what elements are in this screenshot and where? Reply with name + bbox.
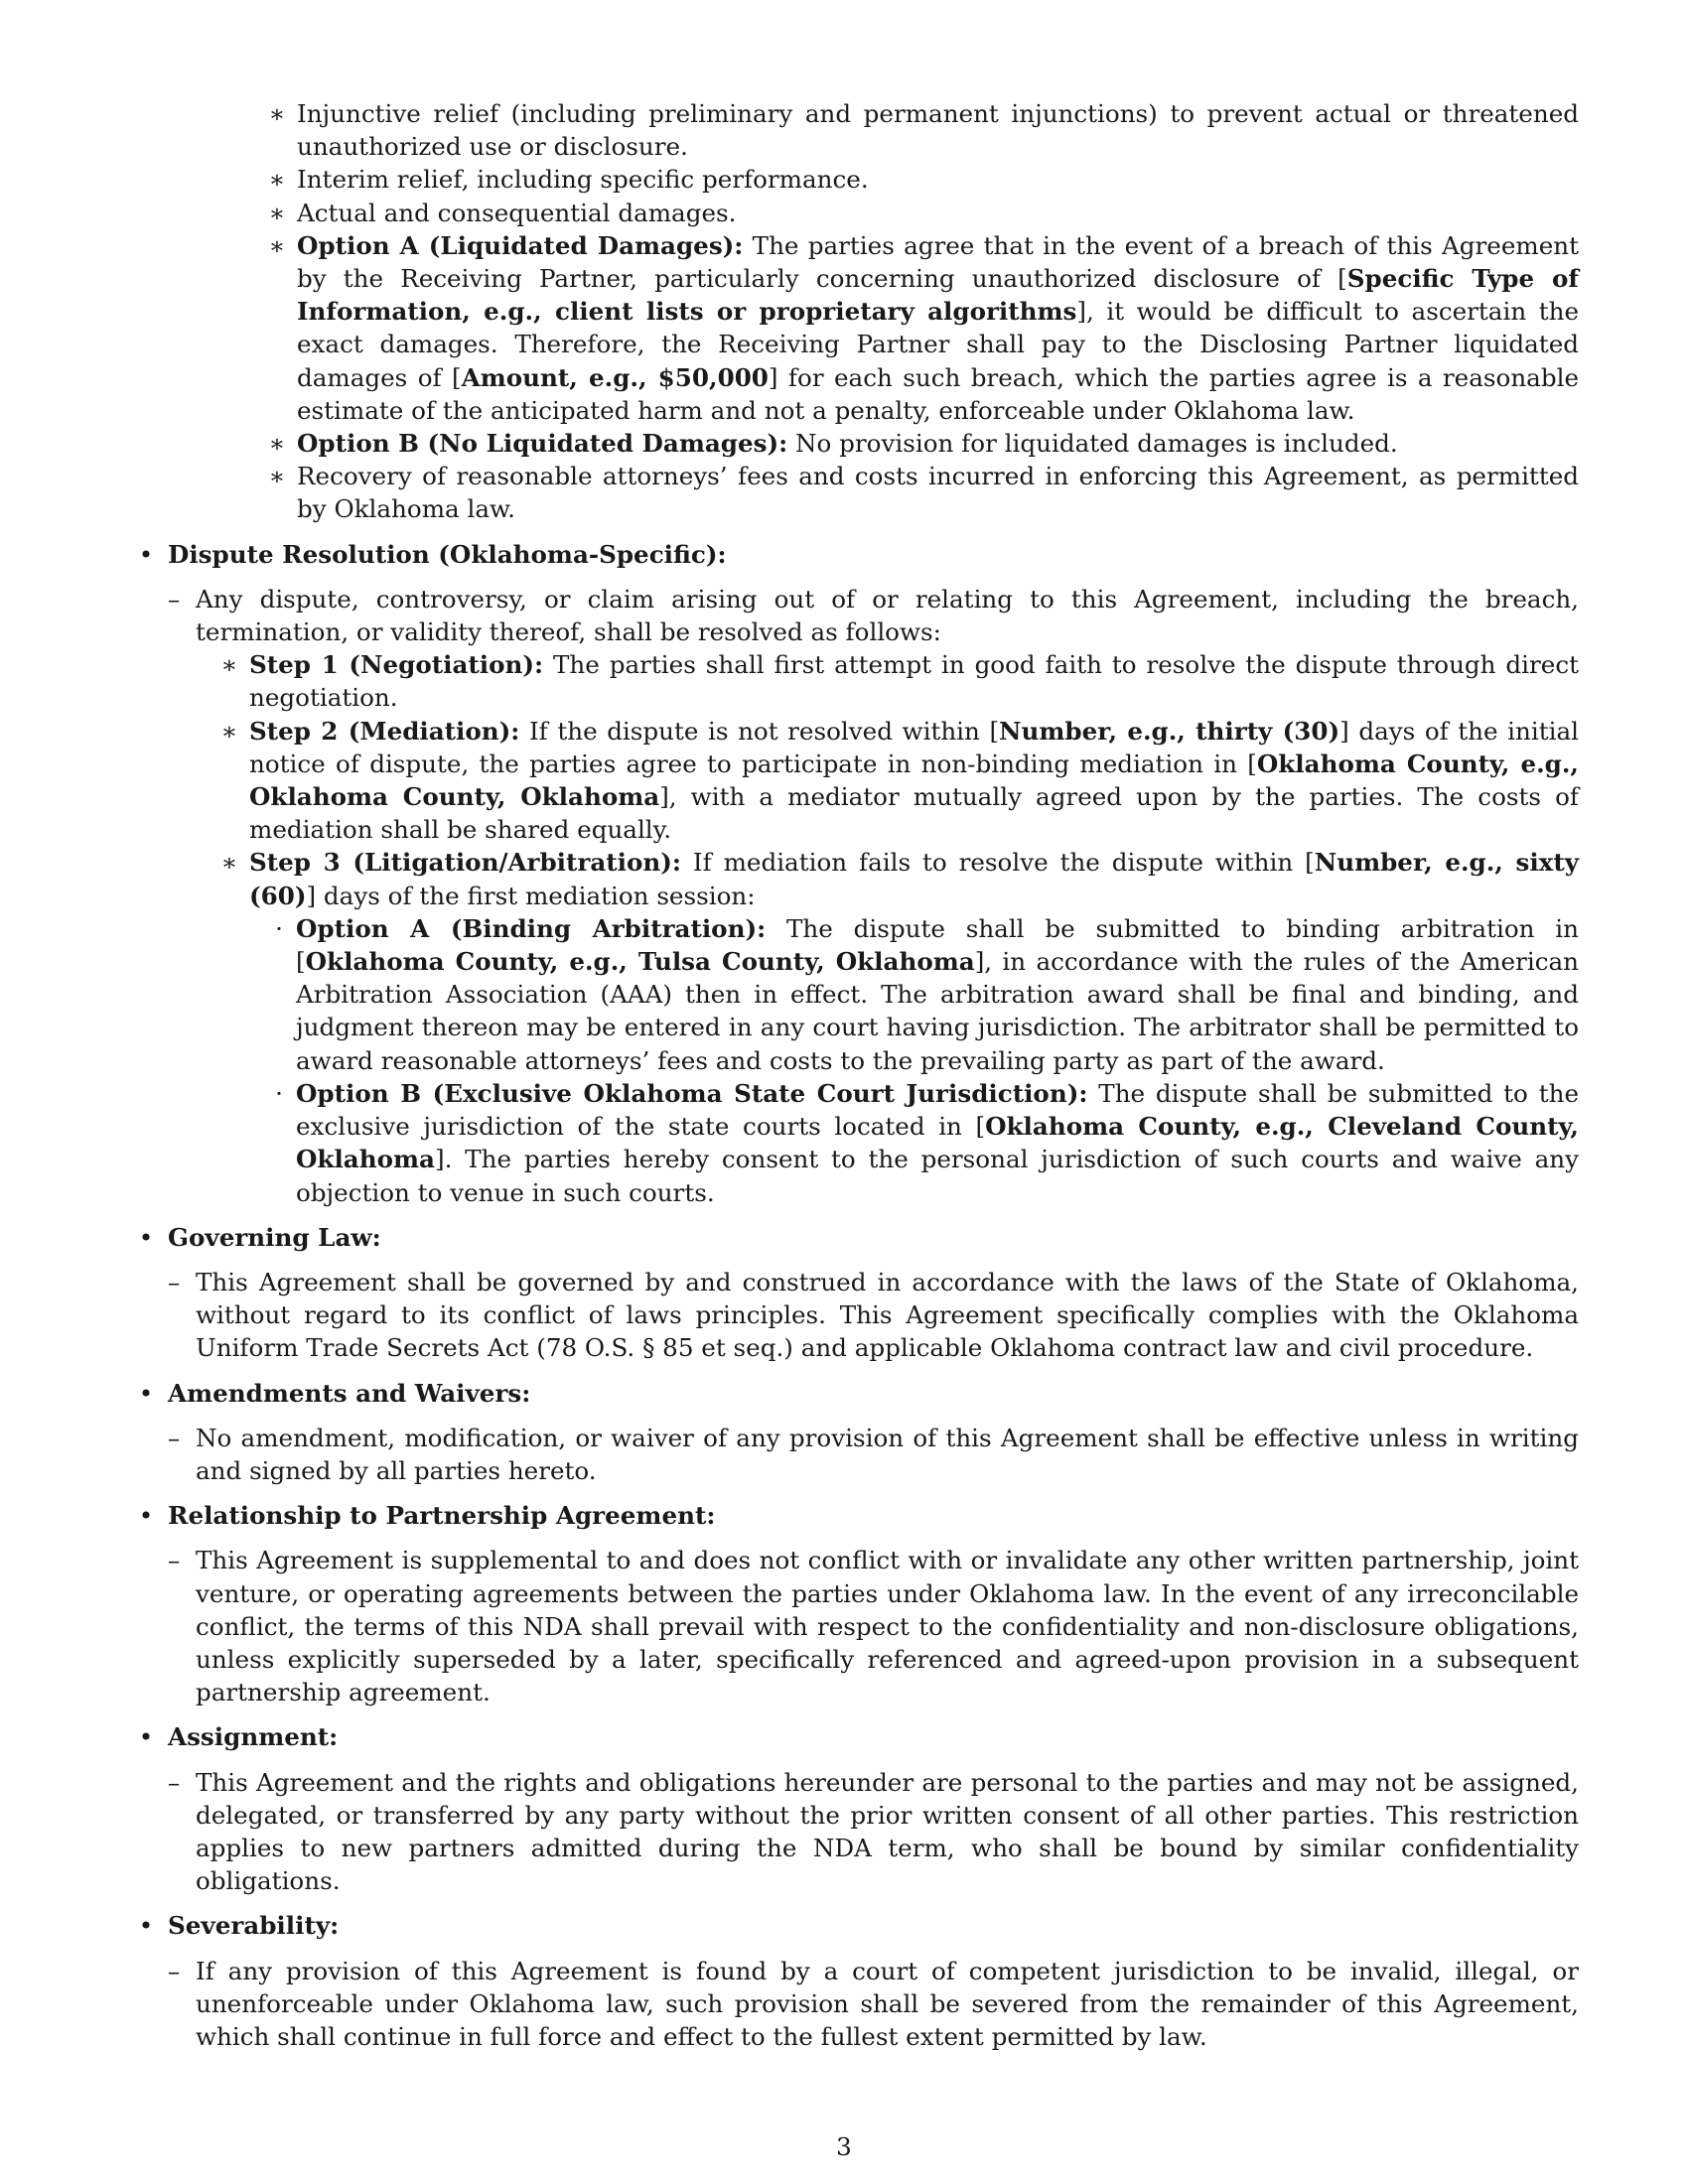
list-item: · Option A (Binding Arbitration): The dispute shall be submitted to binding arbitration in [Oklahoma County, e.g., Tulsa County, Oklahoma], in accordance with the rules of the American Arbitration Association (AAA) then in effect. The arbitration award shall be final and binding, and judgment thereon may be entered in any court having jurisdiction. The arbitrator shall be permitted to award reasonable attorneys’ fees and costs to the prevailing party as part of the award. (249, 912, 1579, 1077)
section-heading: Dispute Resolution (Oklahoma-Specific): (168, 539, 727, 569)
list-item: – If any provision of this Agreement is found by a court of competent jurisdiction to be invalid, illegal, or unenforceable under Oklahoma law, such provision shall be severed from the remainder of this Agreement, which shall continue in full force and effect to the fullest extent permitted by law. (136, 1955, 1579, 2054)
dash-marker: – (167, 1956, 181, 1985)
bullet-marker: • (138, 1501, 154, 1531)
list-item: – No amendment, modification, or waiver of any provision of this Agreement shall be effective unless in writing and signed by all parties hereto. (136, 1422, 1579, 1487)
options-list (249, 912, 1579, 1209)
bullet-marker: • (138, 1722, 154, 1752)
asterisk-marker: ∗ (268, 198, 286, 227)
steps-list (136, 648, 1579, 1208)
subsection-list (136, 1422, 1579, 1487)
asterisk-marker: ∗ (268, 429, 286, 459)
section-amendments (136, 1377, 1579, 1488)
remedies-list (243, 97, 1579, 526)
subsection-list (136, 1766, 1579, 1898)
bullet-marker: • (138, 1222, 154, 1252)
section-list (136, 538, 1579, 2054)
bullet-marker: • (138, 1911, 154, 1941)
section-heading: Amendments and Waivers: (168, 1378, 531, 1408)
asterisk-marker: ∗ (268, 462, 286, 491)
section-dispute-resolution (136, 538, 1579, 1209)
section-heading: Severability: (168, 1911, 340, 1941)
list-item: ∗ Option B (No Liquidated Damages): No provision for liquidated damages is included. (243, 427, 1579, 460)
dash-marker: – (167, 1267, 181, 1297)
section-heading: Governing Law: (168, 1222, 381, 1252)
dash-marker: – (167, 1546, 181, 1575)
list-item: ∗ Step 1 (Negotiation): The parties shall first attempt in good faith to resolve the dispute through direct negotiation. (136, 648, 1579, 714)
dash-marker: – (167, 584, 181, 614)
list-item: – This Agreement shall be governed by and construed in accordance with the laws of the State of Oklahoma, without regard to its conflict of laws principles. This Agreement specifically complies with the Oklahoma Uniform Trade Secrets Act (78 O.S. § 85 et seq.) and applicable Oklahoma contract law and civil procedure. (136, 1266, 1579, 1365)
dot-marker: · (275, 913, 283, 943)
asterisk-marker: ∗ (220, 716, 238, 746)
list-item: ∗ Actual and consequential damages. (243, 197, 1579, 229)
page-number: 3 (836, 2132, 852, 2161)
list-item: ∗ Step 2 (Mediation): If the dispute is not resolved within [Number, e.g., thirty (30)] days of the initial notice of dispute, the parties agree to participate in non-binding mediation in [Oklahoma County, e.g., Oklahoma County, Oklahoma], with a mediator mutually agreed upon by the parties. The costs of mediation shall be shared equally. (136, 715, 1579, 847)
subsection-list (136, 1266, 1579, 1365)
asterisk-marker: ∗ (268, 230, 286, 260)
subsection-list (136, 1955, 1579, 2054)
section-assignment (136, 1720, 1579, 1897)
list-item: ∗ Interim relief, including specific performance. (243, 163, 1579, 196)
bullet-marker: • (138, 1378, 154, 1408)
list-item: · Option B (Exclusive Oklahoma State Court Jurisdiction): The dispute shall be submitted to the exclusive jurisdiction of the state courts located in [Oklahoma County, e.g., Cleveland County, Oklahoma]. The parties hereby consent to the personal jurisdiction of such courts and waive any objection to venue in such courts. (249, 1077, 1579, 1209)
dash-marker: – (167, 1423, 181, 1452)
asterisk-marker: ∗ (268, 165, 286, 195)
section-heading: Relationship to Partnership Agreement: (168, 1501, 716, 1531)
section-relationship (136, 1499, 1579, 1708)
dot-marker: · (275, 1078, 283, 1108)
subsection-list (136, 583, 1579, 1209)
subsection-list (136, 1544, 1579, 1708)
list-item: – This Agreement is supplemental to and does not conflict with or invalidate any other written partnership, joint venture, or operating agreements between the parties under Oklahoma law. In the event of any irreconcilable conflict, the terms of this NDA shall prevail with respect to the confidentiality and non-disclosure obligations, unless explicitly superseded by a later, specifically referenced and agreed-upon provision in a subsequent partnership agreement. (136, 1544, 1579, 1708)
list-item: – This Agreement and the rights and obligations hereunder are personal to the parties and may not be assigned, delegated, or transferred by any party without the prior written consent of all other parties. This restriction applies to new partners admitted during the NDA term, who shall be bound by similar confidentiality obligations. (136, 1766, 1579, 1898)
list-item: ∗ Step 3 (Litigation/Arbitration): If mediation fails to resolve the dispute within [Number, e.g., sixty (60)] days of the first mediation session: · Option A (Binding Arbitration): The dispute shall be submitted to binding arbitration in [Oklahoma County, e.g., Tulsa County, Oklahoma], in accordance with the rules of the American Arbitration Association (AAA) then in effect. The arbitration award shall be final and binding, and judgment thereon may be entered in any court having jurisdiction. The arbitrator shall be permitted to award reasonable attorneys’ fees and costs to the prevailing party as part of the award. · Option B (Exclusive Oklahoma State Court Jurisdiction): The dispute shall be submitted to the exclusive jurisdiction of the state courts located in [Oklahoma County, e.g., Cleveland County, Oklahoma]. The parties hereby consent to the personal jurisdiction of such courts and waive any objection to venue in such courts. (136, 846, 1579, 1208)
bullet-marker: • (138, 539, 154, 569)
asterisk-marker: ∗ (220, 650, 238, 680)
list-item: ∗ Option A (Liquidated Damages): The parties agree that in the event of a breach of this Agreement by the Receiving Partner, particularly concerning unauthorized disclosure of [Specific Type of Information, e.g., client lists or proprietary algorithms], it would be difficult to ascertain the exact damages. Therefore, the Receiving Partner shall pay to the Disclosing Partner liquidated damages of [Amount, e.g., $50,000] for each such breach, which the parties agree is a reasonable estimate of the anticipated harm and not a penalty, enforceable under Oklahoma law. (243, 229, 1579, 427)
list-item: ∗ Injunctive relief (including preliminary and permanent injunctions) to prevent actual or threatened unauthorized use or disclosure. (243, 97, 1579, 163)
dash-marker: – (167, 1767, 181, 1797)
document-page (136, 97, 1579, 2065)
section-heading: Assignment: (168, 1722, 339, 1752)
list-item: – Any dispute, controversy, or claim arising out of or relating to this Agreement, including the breach, termination, or validity thereof, shall be resolved as follows: ∗ Step 1 (Negotiation): The parties shall first attempt in good faith to resolve the dispute through direct negotiation. ∗ Step 2 (Mediation): If the dispute is not resolved within [Number, e.g., thirty (30)] days of the initial notice of dispute, the parties agree to participate in non-binding mediation in [Oklahoma County, e.g., Oklahoma County, Oklahoma], with a mediator mutually agreed upon by the parties. The costs of mediation shall be shared equally. ∗ Step 3 (Litigation/Arbitration): If mediation fails to resolve the dispute within [Number, e.g., sixty (60)] days of the first mediation session: · Option A (Binding Arbitration): The dispute shall be submitted to binding arbitration in [Oklahoma County, e.g., Tulsa County, Oklahoma], in accordance with the rules of the American Arbitration Association (AAA) then in effect. The arbitration award shall be final and binding, and judgment thereon may be entered in any court having jurisdiction. The arbitrator shall be permitted to award reasonable attorneys’ fees and costs to the prevailing party as part of the award. · Option B (Exclusive Oklahoma State Court Jurisdiction): The dispute shall be submitted to the exclusive jurisdiction of the state courts located in [Oklahoma County, e.g., Cleveland County, Oklahoma]. The parties hereby consent to the personal jurisdiction of such courts and waive any objection to venue in such courts. (136, 583, 1579, 1209)
list-item: ∗ Recovery of reasonable attorneys’ fees and costs incurred in enforcing this Agreement, as permitted by Oklahoma law. (243, 460, 1579, 525)
asterisk-marker: ∗ (220, 848, 238, 878)
section-severability (136, 1909, 1579, 2053)
asterisk-marker: ∗ (268, 99, 286, 128)
section-governing-law (136, 1221, 1579, 1365)
